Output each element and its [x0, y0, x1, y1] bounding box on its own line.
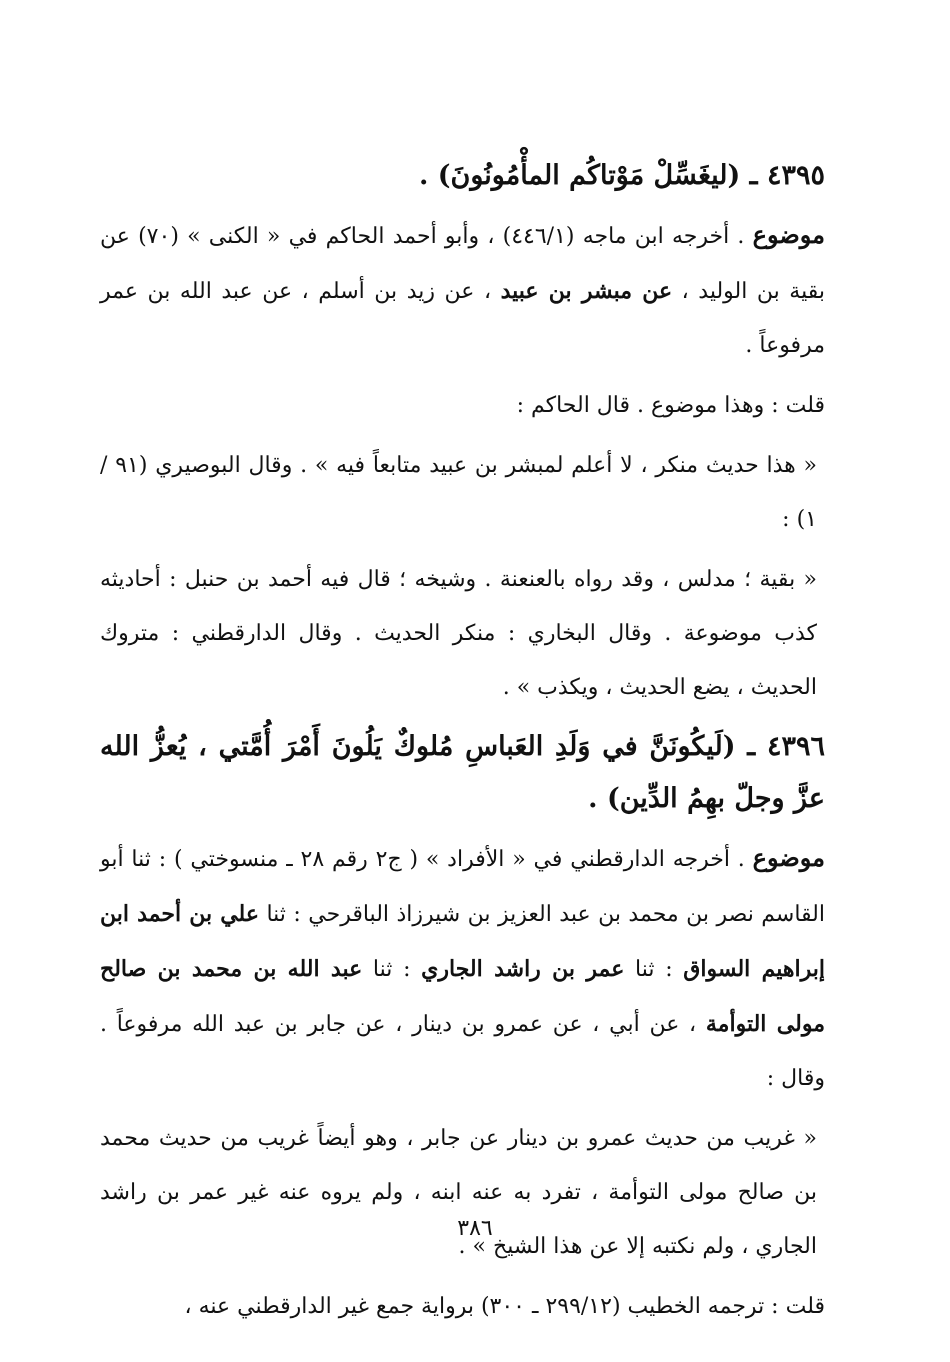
page-body	[100, 150, 825, 1340]
takhrij-text: : ثنا	[624, 957, 684, 982]
narrator-bold: علي بن أحمد ابن إبراهيم السواق	[100, 901, 826, 982]
takhrij-text: ، عن زيد بن أسلم ، عن عبد الله بن عمر مرفوعاً .	[100, 279, 825, 358]
hadith-4396-comment: قلت : ترجمه الخطيب (٢٩٩/١٢ ـ ٣٠٠) برواية جمع غير الدارقطني عنه ،	[184, 1294, 825, 1319]
hadith-4395-takhrij	[100, 208, 825, 373]
hadith-4395-quote-hakim: « هذا حديث منكر ، لا أعلم لمبشر بن عبيد متابعاً فيه » . وقال البوصيري (٩١ / ١) :	[100, 453, 817, 532]
takhrij-text: : ثنا	[362, 957, 422, 982]
narrator-bold: عبد الله بن محمد بن صالح مولى التوأمة	[100, 956, 825, 1037]
hadith-4395-quote-busiri: « بقية ؛ مدلس ، وقد رواه بالعنعنة . وشيخه ؛ قال فيه أحمد بن حنبل : أحاديثه كذب موضوعة . وقال البخاري : منكر الحديث . وقال الدارقطني : متروك الحديث ، يضع الحديث ، ويكذب » .	[100, 567, 817, 700]
page-number: ٣٨٦	[457, 1216, 493, 1241]
hadith-4396-quote-daraqutni: « غريب من حديث عمرو بن دينار عن جابر ، وهو أيضاً غريب من حديث محمد بن صالح مولى التوأمة ، تفرد به عنه ابنه ، ولم يروه عنه غير عمر بن راشد الجاري ، ولم نكتبه إلا عن هذا الشيخ » .	[100, 1126, 817, 1259]
hadith-4395-comment: قلت : وهذا موضوع . قال الحاكم :	[516, 393, 825, 418]
takhrij-text: ، عن أبي ، عن عمرو بن دينار ، عن جابر بن عبد الله مرفوعاً . وقال :	[100, 1012, 825, 1091]
verdict-label: موضوع	[752, 843, 825, 872]
hadith-4396-takhrij	[100, 831, 825, 1106]
verdict-label: موضوع	[752, 220, 825, 249]
takhrij-text: . أخرجه الدارقطني في « الأفراد » ( ج٢ رقم ٢٨ ـ منسوختي ) : ثنا أبو القاسم نصر بن محمد بن عبد العزيز بن شيرزاذ الباقرحي : ثنا	[100, 847, 826, 927]
takhrij-text: . أخرجه ابن ماجه (٤٤٦/١) ، وأبو أحمد الحاكم في « الكنى » (٧٠) عن بقية بن الوليد ،	[100, 224, 825, 304]
hadith-4396-heading: ٤٣٩٦ ـ (لَيكُونَنَّ في وَلَدِ العَباسِ مُلوكٌ يَلُونَ أَمْرَ أُمَّتي ، يُعزُّ الله عزَّ وجلّ بهِمُ الدِّين) .	[100, 731, 825, 814]
narrator-bold: عمر بن راشد الجاري	[421, 956, 625, 982]
narrator-bold: عن مبشر بن عبيد	[500, 278, 673, 304]
hadith-4395-heading: ٤٣٩٥ ـ (ليغَسِّلْ مَوْتاكُم المأْمُونُونَ) .	[418, 160, 825, 191]
